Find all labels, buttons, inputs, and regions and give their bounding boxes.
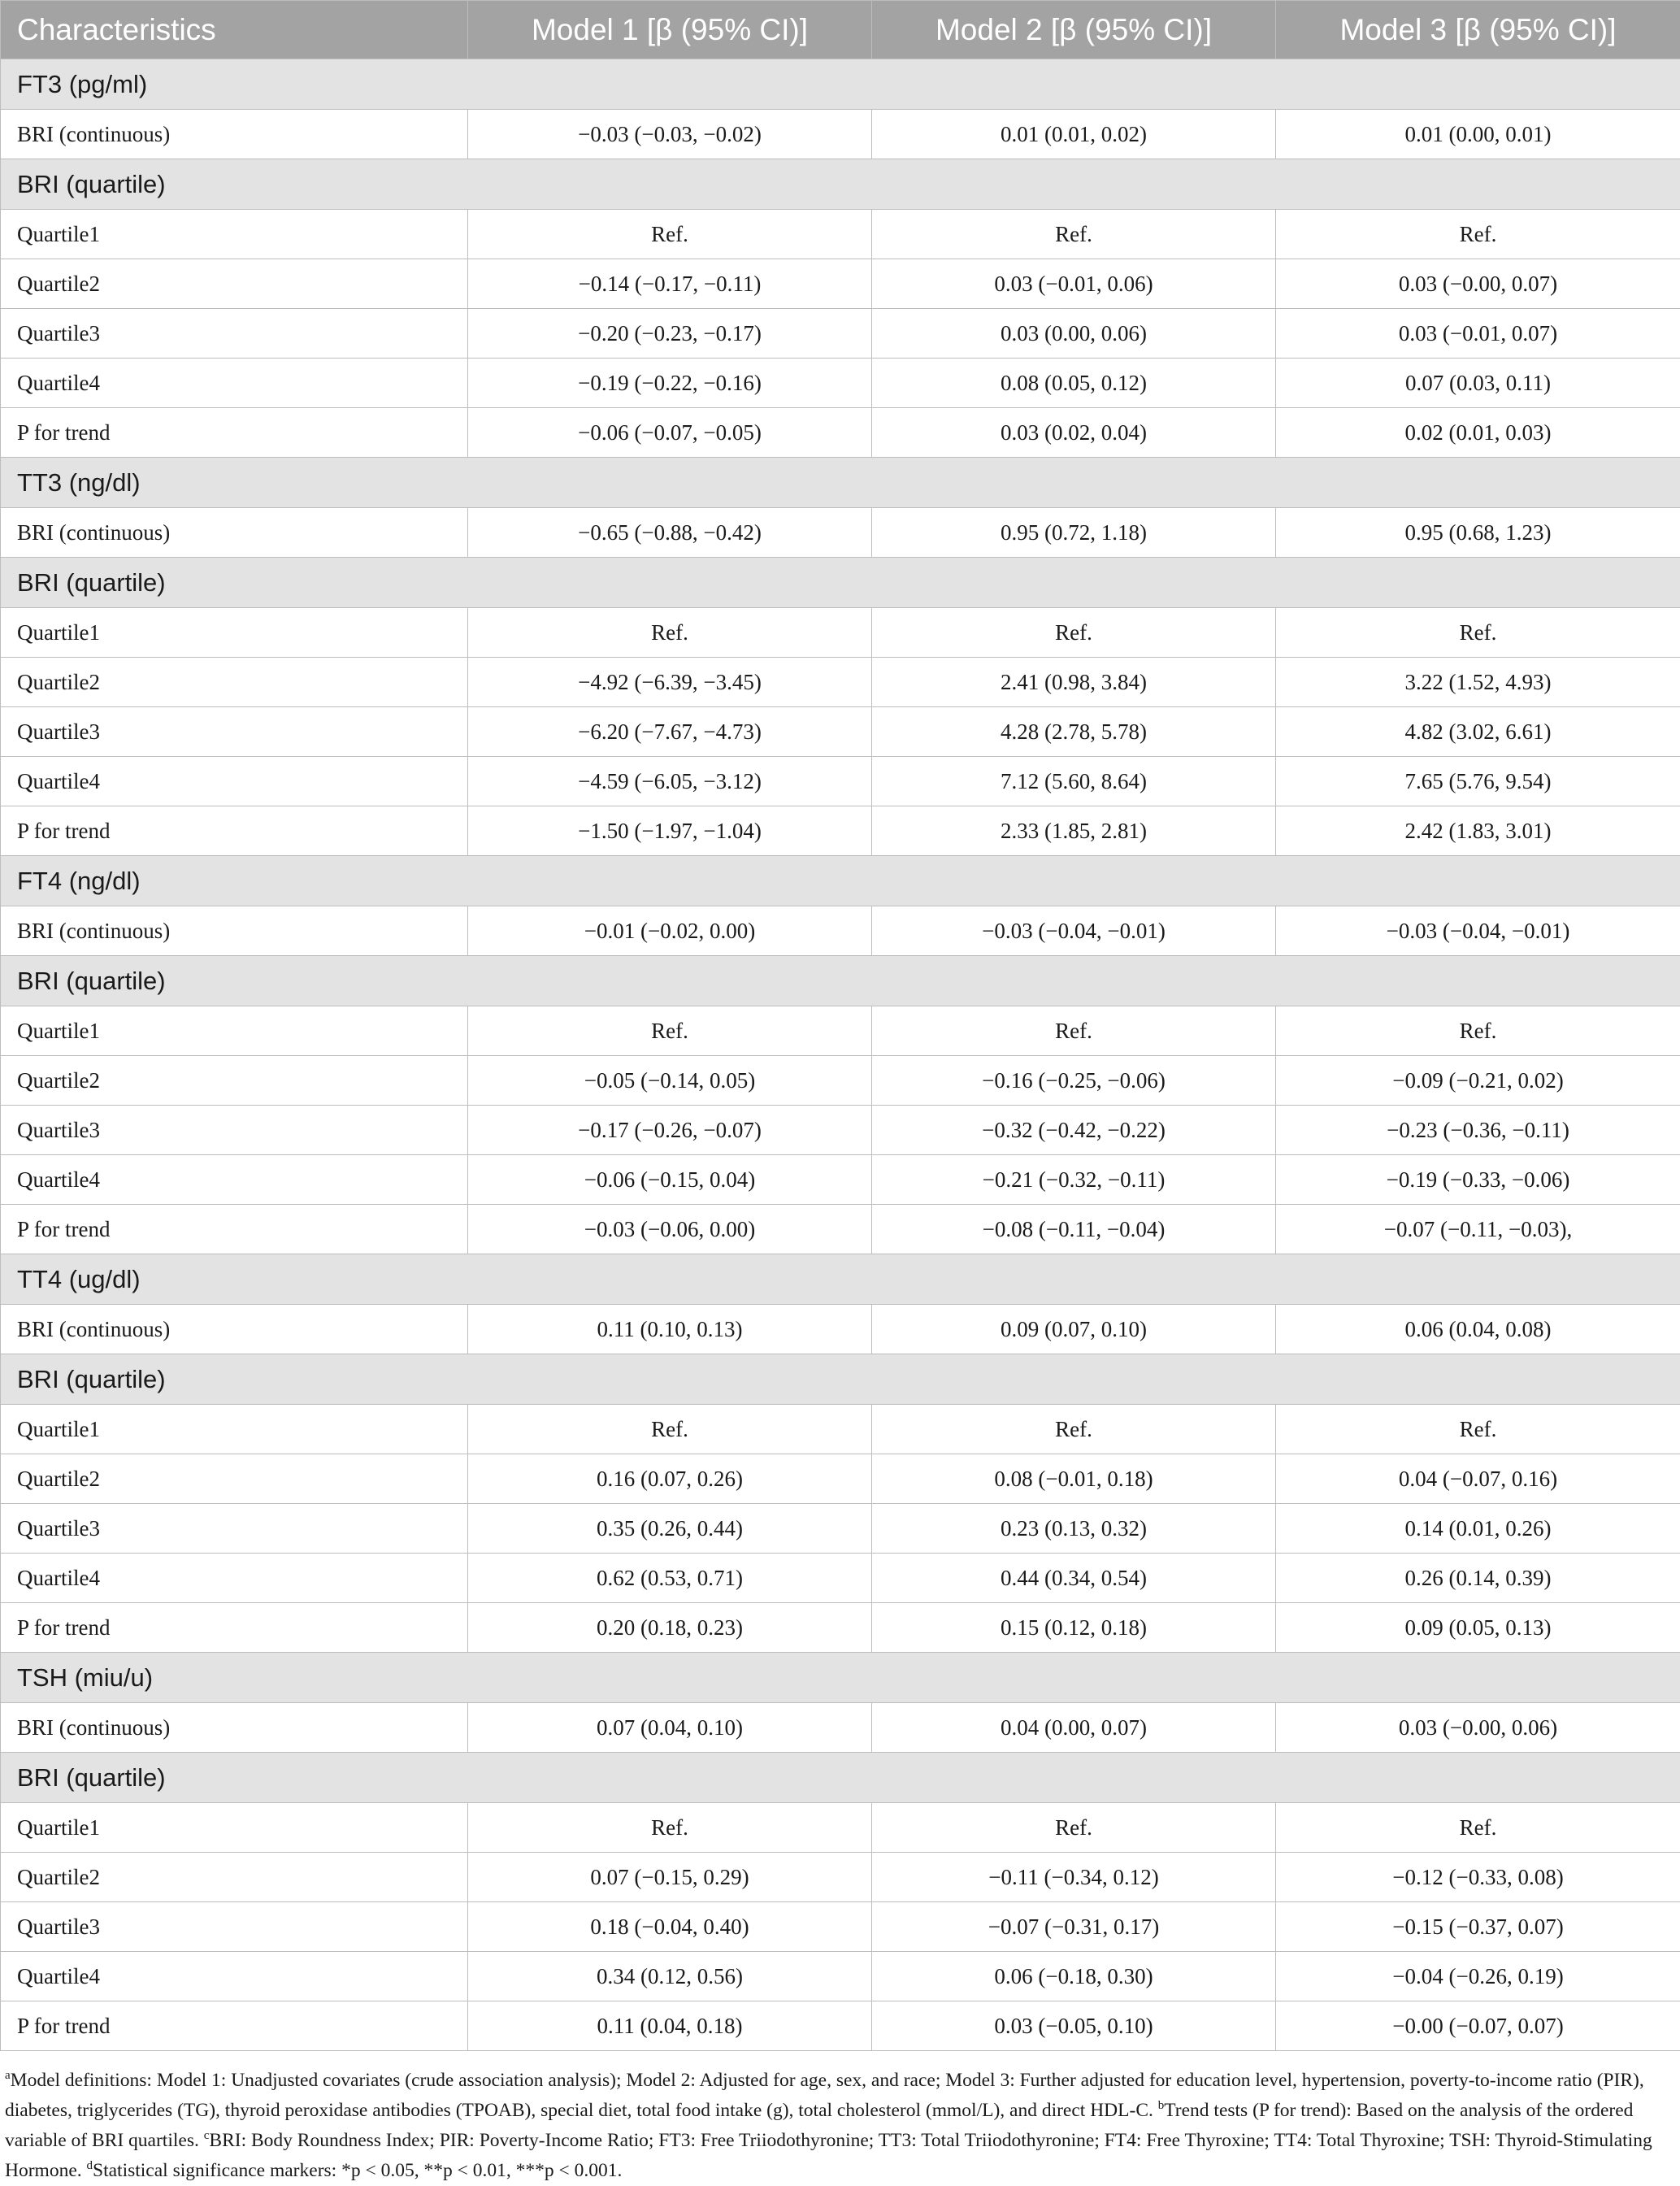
quartile-row bbox=[1, 1155, 1680, 1205]
row-label: Quartile2 bbox=[1, 658, 468, 707]
model-3-value: 0.14 (0.01, 0.26) bbox=[1276, 1504, 1680, 1554]
quartile-section-header-label: BRI (quartile) bbox=[1, 558, 1680, 608]
model-1-value: 0.18 (−0.04, 0.40) bbox=[468, 1902, 872, 1952]
model-2-value: −0.11 (−0.34, 0.12) bbox=[872, 1853, 1276, 1902]
model-2-value: Ref. bbox=[872, 1803, 1276, 1853]
model-1-value: −0.65 (−0.88, −0.42) bbox=[468, 508, 872, 558]
model-3-value: −0.03 (−0.04, −0.01) bbox=[1276, 906, 1680, 956]
row-label: Quartile3 bbox=[1, 1504, 468, 1554]
model-2-value: 0.23 (0.13, 0.32) bbox=[872, 1504, 1276, 1554]
model-2-value: 0.01 (0.01, 0.02) bbox=[872, 110, 1276, 159]
row-label: Quartile4 bbox=[1, 1952, 468, 2001]
continuous-row bbox=[1, 110, 1680, 159]
model-3-value: −0.23 (−0.36, −0.11) bbox=[1276, 1106, 1680, 1155]
footnote-text: Statistical significance markers: *p < 0.05, **p < 0.01, ***p < 0.001. bbox=[93, 2160, 622, 2181]
model-1-value: 0.62 (0.53, 0.71) bbox=[468, 1554, 872, 1603]
model-1-value: −0.06 (−0.07, −0.05) bbox=[468, 408, 872, 458]
continuous-row bbox=[1, 906, 1680, 956]
model-1-value: −0.19 (−0.22, −0.16) bbox=[468, 359, 872, 408]
header-model-2: Model 2 [β (95% CI)] bbox=[872, 1, 1276, 59]
model-1-value: 0.34 (0.12, 0.56) bbox=[468, 1952, 872, 2001]
header-characteristics: Characteristics bbox=[1, 1, 468, 59]
row-label: Quartile1 bbox=[1, 1006, 468, 1056]
quartile-section-header bbox=[1, 1354, 1680, 1405]
quartile-section-header-label: BRI (quartile) bbox=[1, 159, 1680, 210]
model-3-value: 7.65 (5.76, 9.54) bbox=[1276, 757, 1680, 806]
table-body bbox=[1, 59, 1680, 2051]
quartile-row bbox=[1, 259, 1680, 309]
footnote-marker: d bbox=[87, 2159, 93, 2172]
model-3-value: 0.03 (−0.01, 0.07) bbox=[1276, 309, 1680, 359]
model-3-value: −0.04 (−0.26, 0.19) bbox=[1276, 1952, 1680, 2001]
quartile-row bbox=[1, 806, 1680, 856]
model-3-value: 2.42 (1.83, 3.01) bbox=[1276, 806, 1680, 856]
quartile-row bbox=[1, 1554, 1680, 1603]
row-label: Quartile3 bbox=[1, 707, 468, 757]
model-2-value: 0.03 (−0.01, 0.06) bbox=[872, 259, 1276, 309]
model-3-value: Ref. bbox=[1276, 210, 1680, 259]
model-2-value: Ref. bbox=[872, 608, 1276, 658]
header-model-3: Model 3 [β (95% CI)] bbox=[1276, 1, 1680, 59]
model-2-value: 0.06 (−0.18, 0.30) bbox=[872, 1952, 1276, 2001]
quartile-row bbox=[1, 1056, 1680, 1106]
model-2-value: −0.07 (−0.31, 0.17) bbox=[872, 1902, 1276, 1952]
quartile-row bbox=[1, 1952, 1680, 2001]
row-label: Quartile1 bbox=[1, 1803, 468, 1853]
quartile-section-header-label: BRI (quartile) bbox=[1, 1753, 1680, 1803]
row-label: Quartile3 bbox=[1, 1902, 468, 1952]
model-3-value: −0.00 (−0.07, 0.07) bbox=[1276, 2001, 1680, 2051]
model-1-value: −6.20 (−7.67, −4.73) bbox=[468, 707, 872, 757]
model-3-value: 0.95 (0.68, 1.23) bbox=[1276, 508, 1680, 558]
model-3-value: Ref. bbox=[1276, 1006, 1680, 1056]
hormone-section-header-label: FT3 (pg/ml) bbox=[1, 59, 1680, 110]
hormone-section-header bbox=[1, 1254, 1680, 1305]
row-label: Quartile1 bbox=[1, 1405, 468, 1454]
model-2-value: 2.41 (0.98, 3.84) bbox=[872, 658, 1276, 707]
model-2-value: −0.32 (−0.42, −0.22) bbox=[872, 1106, 1276, 1155]
footnote-marker: b bbox=[1158, 2099, 1165, 2112]
model-3-value: −0.09 (−0.21, 0.02) bbox=[1276, 1056, 1680, 1106]
model-1-value: −0.01 (−0.02, 0.00) bbox=[468, 906, 872, 956]
model-2-value: 0.09 (0.07, 0.10) bbox=[872, 1305, 1276, 1354]
model-3-value: 0.07 (0.03, 0.11) bbox=[1276, 359, 1680, 408]
hormone-section-header bbox=[1, 59, 1680, 110]
quartile-row bbox=[1, 1006, 1680, 1056]
model-2-value: Ref. bbox=[872, 1405, 1276, 1454]
footnote-text: Model definitions: Model 1: Unadjusted covariates (crude association analysis); Model 2: Adjusted for age, sex, and race; Model 3: Further adjusted for education level, hypertension, poverty-to-income ratio (PIR), diabetes, triglycerides (TG), thyroid peroxidase antibodies (TPOAB), special diet, total food intake (g), total cholesterol (mmol/L), and direct HDL-C. bbox=[5, 2070, 1644, 2121]
header-model-1: Model 1 [β (95% CI)] bbox=[468, 1, 872, 59]
hormone-section-header bbox=[1, 1653, 1680, 1703]
model-3-value: 0.03 (−0.00, 0.07) bbox=[1276, 259, 1680, 309]
row-label: Quartile3 bbox=[1, 309, 468, 359]
model-3-value: Ref. bbox=[1276, 1405, 1680, 1454]
hormone-section-header-label: TSH (miu/u) bbox=[1, 1653, 1680, 1703]
quartile-section-header bbox=[1, 956, 1680, 1006]
model-2-value: −0.03 (−0.04, −0.01) bbox=[872, 906, 1276, 956]
quartile-row bbox=[1, 1405, 1680, 1454]
model-3-value: 0.03 (−0.00, 0.06) bbox=[1276, 1703, 1680, 1753]
model-2-value: 0.03 (0.00, 0.06) bbox=[872, 309, 1276, 359]
model-3-value: 0.09 (0.05, 0.13) bbox=[1276, 1603, 1680, 1653]
model-2-value: 2.33 (1.85, 2.81) bbox=[872, 806, 1276, 856]
model-3-value: −0.12 (−0.33, 0.08) bbox=[1276, 1853, 1680, 1902]
continuous-row bbox=[1, 508, 1680, 558]
row-label: BRI (continuous) bbox=[1, 906, 468, 956]
row-label: Quartile4 bbox=[1, 359, 468, 408]
footnote-text: Trend tests (P for trend): Based on the analysis of the ordered variable of BRI quartiles. bbox=[5, 2100, 1633, 2151]
table-header-row bbox=[1, 1, 1680, 59]
model-3-value: 0.04 (−0.07, 0.16) bbox=[1276, 1454, 1680, 1504]
model-2-value: −0.08 (−0.11, −0.04) bbox=[872, 1205, 1276, 1254]
quartile-row bbox=[1, 1454, 1680, 1504]
model-2-value: 0.44 (0.34, 0.54) bbox=[872, 1554, 1276, 1603]
model-3-value: 0.06 (0.04, 0.08) bbox=[1276, 1305, 1680, 1354]
model-2-value: −0.16 (−0.25, −0.06) bbox=[872, 1056, 1276, 1106]
hormone-section-header-label: FT4 (ng/dl) bbox=[1, 856, 1680, 906]
quartile-row bbox=[1, 608, 1680, 658]
row-label: Quartile3 bbox=[1, 1106, 468, 1155]
row-label: Quartile4 bbox=[1, 1554, 468, 1603]
model-2-value: 7.12 (5.60, 8.64) bbox=[872, 757, 1276, 806]
model-2-value: 0.04 (0.00, 0.07) bbox=[872, 1703, 1276, 1753]
row-label: P for trend bbox=[1, 1205, 468, 1254]
model-3-value: 3.22 (1.52, 4.93) bbox=[1276, 658, 1680, 707]
model-1-value: −0.20 (−0.23, −0.17) bbox=[468, 309, 872, 359]
model-1-value: 0.20 (0.18, 0.23) bbox=[468, 1603, 872, 1653]
hormone-section-header bbox=[1, 458, 1680, 508]
model-1-value: −1.50 (−1.97, −1.04) bbox=[468, 806, 872, 856]
model-2-value: 4.28 (2.78, 5.78) bbox=[872, 707, 1276, 757]
row-label: BRI (continuous) bbox=[1, 508, 468, 558]
model-3-value: 0.26 (0.14, 0.39) bbox=[1276, 1554, 1680, 1603]
model-1-value: −0.05 (−0.14, 0.05) bbox=[468, 1056, 872, 1106]
quartile-section-header bbox=[1, 558, 1680, 608]
model-1-value: −0.14 (−0.17, −0.11) bbox=[468, 259, 872, 309]
model-1-value: 0.11 (0.04, 0.18) bbox=[468, 2001, 872, 2051]
row-label: BRI (continuous) bbox=[1, 1703, 468, 1753]
model-1-value: Ref. bbox=[468, 210, 872, 259]
hormone-section-header-label: TT3 (ng/dl) bbox=[1, 458, 1680, 508]
footnote-text: BRI: Body Roundness Index; PIR: Poverty-Income Ratio; FT3: Free Triiodothyronine; TT3: Total Triiodothyronine; FT4: Free Thyroxine; TT4: Total Thyroxine; TSH: Thyroid-Stimulating Hormone. bbox=[5, 2130, 1652, 2181]
footnote-marker: c bbox=[204, 2129, 210, 2142]
quartile-row bbox=[1, 1803, 1680, 1853]
model-2-value: 0.08 (−0.01, 0.18) bbox=[872, 1454, 1276, 1504]
quartile-row bbox=[1, 1106, 1680, 1155]
model-1-value: 0.07 (0.04, 0.10) bbox=[468, 1703, 872, 1753]
quartile-row bbox=[1, 359, 1680, 408]
table-footnote bbox=[0, 2051, 1680, 2186]
row-label: Quartile2 bbox=[1, 1853, 468, 1902]
quartile-row bbox=[1, 1205, 1680, 1254]
quartile-row bbox=[1, 1853, 1680, 1902]
row-label: P for trend bbox=[1, 2001, 468, 2051]
quartile-row bbox=[1, 408, 1680, 458]
quartile-section-header bbox=[1, 159, 1680, 210]
model-2-value: 0.95 (0.72, 1.18) bbox=[872, 508, 1276, 558]
footnote-marker: a bbox=[5, 2069, 11, 2082]
model-3-value: −0.19 (−0.33, −0.06) bbox=[1276, 1155, 1680, 1205]
quartile-section-header-label: BRI (quartile) bbox=[1, 956, 1680, 1006]
model-1-value: −0.03 (−0.03, −0.02) bbox=[468, 110, 872, 159]
model-2-value: −0.21 (−0.32, −0.11) bbox=[872, 1155, 1276, 1205]
row-label: P for trend bbox=[1, 408, 468, 458]
model-3-value: −0.15 (−0.37, 0.07) bbox=[1276, 1902, 1680, 1952]
quartile-row bbox=[1, 757, 1680, 806]
model-1-value: 0.35 (0.26, 0.44) bbox=[468, 1504, 872, 1554]
model-1-value: 0.11 (0.10, 0.13) bbox=[468, 1305, 872, 1354]
model-1-value: 0.07 (−0.15, 0.29) bbox=[468, 1853, 872, 1902]
row-label: Quartile1 bbox=[1, 608, 468, 658]
row-label: Quartile1 bbox=[1, 210, 468, 259]
row-label: Quartile2 bbox=[1, 1454, 468, 1504]
quartile-row bbox=[1, 309, 1680, 359]
hormone-section-header bbox=[1, 856, 1680, 906]
quartile-row bbox=[1, 210, 1680, 259]
row-label: BRI (continuous) bbox=[1, 110, 468, 159]
quartile-row bbox=[1, 1504, 1680, 1554]
quartile-row bbox=[1, 658, 1680, 707]
continuous-row bbox=[1, 1703, 1680, 1753]
model-1-value: −4.59 (−6.05, −3.12) bbox=[468, 757, 872, 806]
model-2-value: Ref. bbox=[872, 210, 1276, 259]
row-label: P for trend bbox=[1, 806, 468, 856]
model-1-value: −0.17 (−0.26, −0.07) bbox=[468, 1106, 872, 1155]
model-1-value: Ref. bbox=[468, 1006, 872, 1056]
model-2-value: Ref. bbox=[872, 1006, 1276, 1056]
row-label: Quartile2 bbox=[1, 1056, 468, 1106]
quartile-row bbox=[1, 1603, 1680, 1653]
hormone-section-header-label: TT4 (ug/dl) bbox=[1, 1254, 1680, 1305]
model-1-value: Ref. bbox=[468, 608, 872, 658]
model-2-value: 0.08 (0.05, 0.12) bbox=[872, 359, 1276, 408]
model-1-value: −0.06 (−0.15, 0.04) bbox=[468, 1155, 872, 1205]
quartile-row bbox=[1, 707, 1680, 757]
model-1-value: 0.16 (0.07, 0.26) bbox=[468, 1454, 872, 1504]
continuous-row bbox=[1, 1305, 1680, 1354]
model-3-value: Ref. bbox=[1276, 608, 1680, 658]
row-label: P for trend bbox=[1, 1603, 468, 1653]
model-3-value: −0.07 (−0.11, −0.03), bbox=[1276, 1205, 1680, 1254]
row-label: Quartile4 bbox=[1, 1155, 468, 1205]
row-label: BRI (continuous) bbox=[1, 1305, 468, 1354]
model-1-value: −0.03 (−0.06, 0.00) bbox=[468, 1205, 872, 1254]
quartile-row bbox=[1, 1902, 1680, 1952]
row-label: Quartile2 bbox=[1, 259, 468, 309]
quartile-section-header bbox=[1, 1753, 1680, 1803]
quartile-section-header-label: BRI (quartile) bbox=[1, 1354, 1680, 1405]
model-3-value: 0.01 (0.00, 0.01) bbox=[1276, 110, 1680, 159]
quartile-row bbox=[1, 2001, 1680, 2051]
model-2-value: 0.15 (0.12, 0.18) bbox=[872, 1603, 1276, 1653]
model-3-value: 4.82 (3.02, 6.61) bbox=[1276, 707, 1680, 757]
model-2-value: 0.03 (0.02, 0.04) bbox=[872, 408, 1276, 458]
model-3-value: 0.02 (0.01, 0.03) bbox=[1276, 408, 1680, 458]
model-2-value: 0.03 (−0.05, 0.10) bbox=[872, 2001, 1276, 2051]
model-1-value: −4.92 (−6.39, −3.45) bbox=[468, 658, 872, 707]
row-label: Quartile4 bbox=[1, 757, 468, 806]
model-3-value: Ref. bbox=[1276, 1803, 1680, 1853]
model-1-value: Ref. bbox=[468, 1803, 872, 1853]
model-1-value: Ref. bbox=[468, 1405, 872, 1454]
